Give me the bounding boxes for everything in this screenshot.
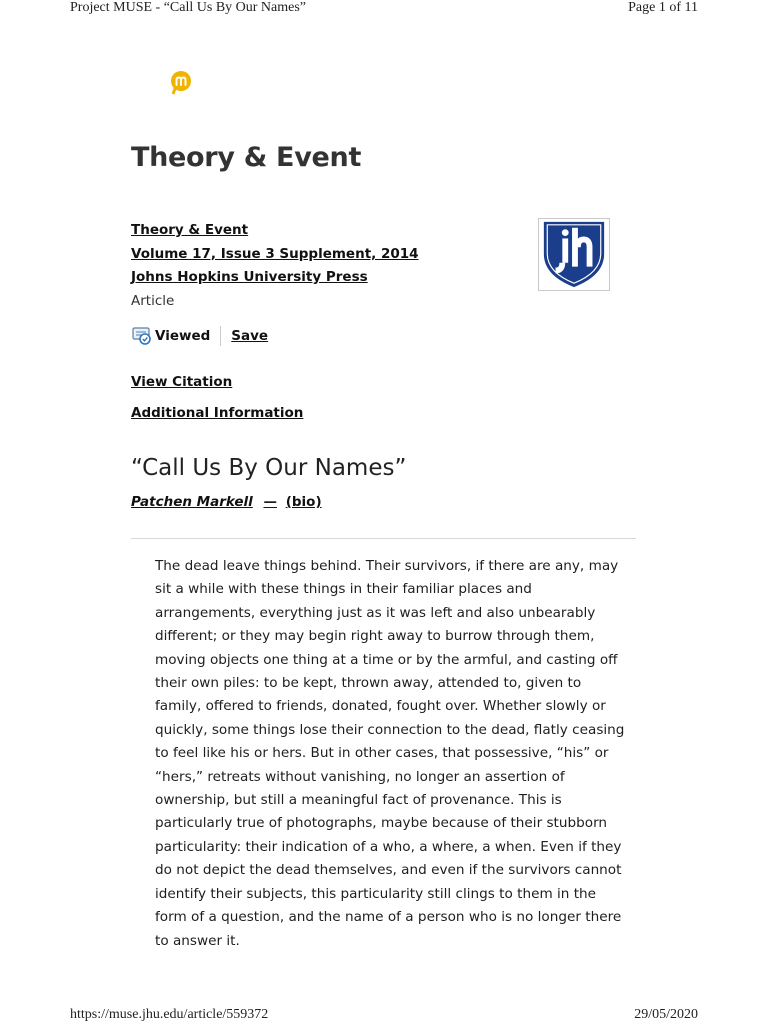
section-divider (131, 538, 636, 539)
viewed-icon (131, 326, 153, 346)
print-footer-date: 29/05/2020 (634, 1007, 698, 1022)
additional-information-link[interactable]: Additional Information (131, 405, 304, 421)
article-actions (131, 326, 268, 346)
issue-metadata (131, 219, 419, 313)
article-body-paragraph: The dead leave things behind. Their survivors, if there are any, may sit a while with these things in their familiar places and arrangements, everything just as it was left and also unbearably different; or they may begin right away to burrow through them, moving objects one thing at a time or by the armful, and casting off their own piles: to be kept, thrown away, attended to, given to family, offered to friends, donated, fought over. Whether slowly or quickly, some things lose their connection to the dead, flatly ceasing to feel like his or hers. But in other cases, that possessive, “his” or “hers,” retreats without vanishing, no longer an assertion of ownership, but still a meaningful fact of provenance. This is particularly true of photographs, maybe because of their stubborn particularity: their indication of a who, a where, a when. Even if they do not depict the dead themselves, and even if the survivors cannot identify their subjects, this particularity still clings to them in the form of a question, and the name of a person who is no longer there to answer it. (155, 558, 625, 949)
author-bio-link[interactable]: (bio) (285, 494, 322, 510)
issue-link[interactable]: Volume 17, Issue 3 Supplement, 2014 (131, 245, 419, 262)
viewed-indicator[interactable] (131, 326, 221, 346)
print-footer (70, 1007, 698, 1023)
print-header-page: Page 1 of 11 (628, 0, 698, 15)
print-header-title: Project MUSE - “Call Us By Our Names” (70, 0, 307, 15)
journal-link[interactable]: Theory & Event (131, 222, 249, 238)
print-header (70, 0, 698, 16)
jhu-press-logo-icon (538, 218, 610, 291)
view-citation-link[interactable]: View Citation (131, 374, 233, 390)
save-button[interactable]: Save (231, 328, 269, 344)
page-title: Theory & Event (131, 142, 362, 173)
byline (131, 494, 322, 510)
print-footer-url: https://muse.jhu.edu/article/559372 (70, 1007, 269, 1022)
viewed-label: Viewed (155, 328, 211, 344)
article-title: “Call Us By Our Names” (131, 455, 407, 481)
project-muse-logo-icon[interactable] (168, 70, 192, 96)
article-type-label: Article (131, 292, 175, 309)
publisher-link[interactable]: Johns Hopkins University Press (131, 269, 368, 285)
author-link[interactable]: Patchen Markell (131, 494, 253, 510)
byline-separator: — (263, 494, 277, 510)
